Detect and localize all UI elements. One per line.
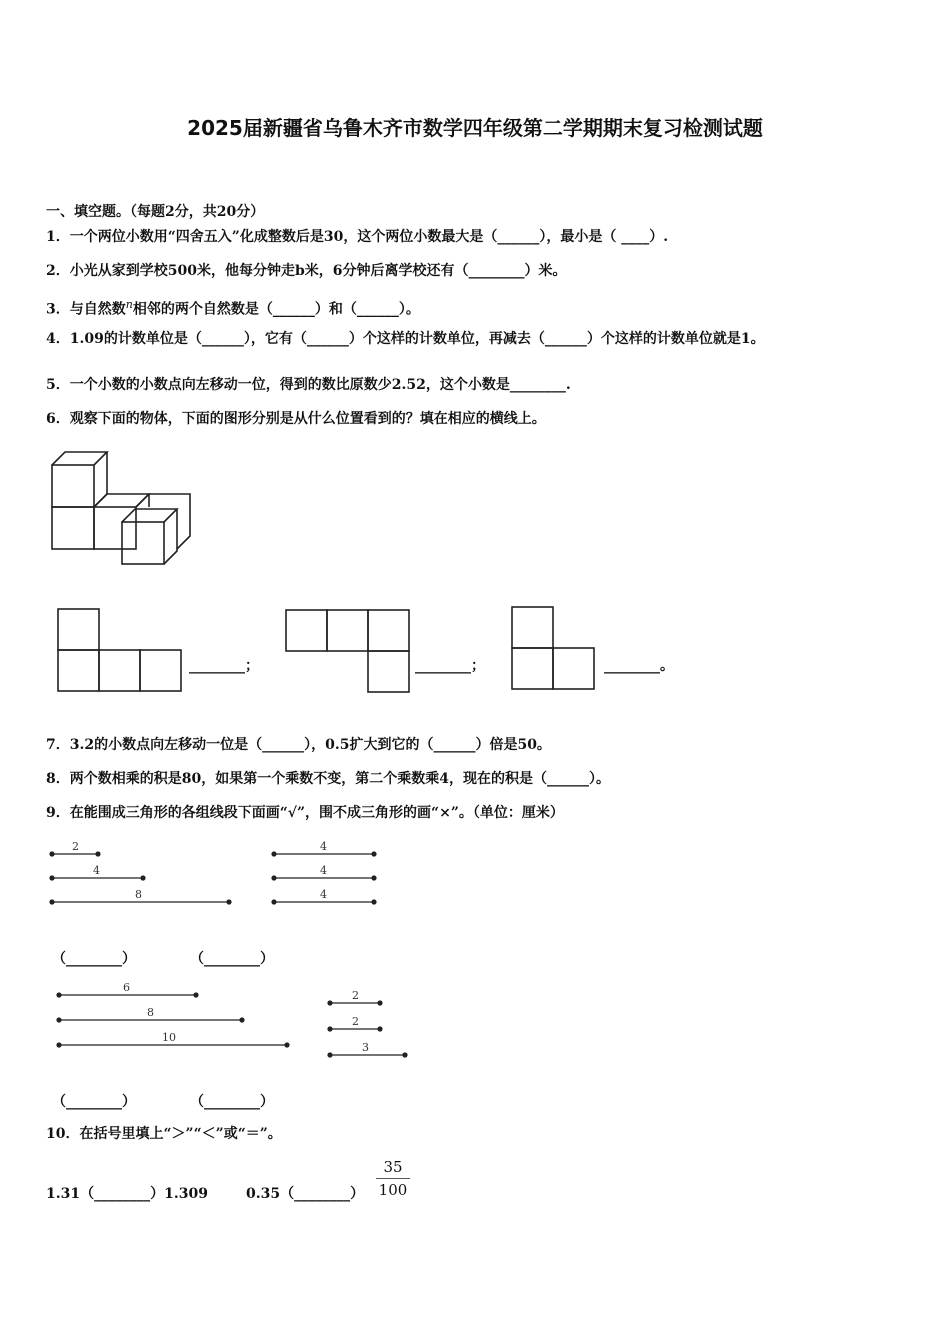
question-1: 1．一个两位小数用“四舍五入”化成整数后是30，这个两位小数最大是（______），最小是（ ____）. <box>46 229 669 245</box>
answer-blank-2: （________） <box>190 951 274 967</box>
cube-side <box>164 509 177 564</box>
segment-label: 4 <box>93 864 100 877</box>
question-3-text-a: 3．与自然数 <box>46 301 126 318</box>
question-6: 6．观察下面的物体，下面的图形分别是从什么位置看到的？填在相应的横线上。 <box>46 411 546 427</box>
view-1-blank: ________； <box>189 658 259 674</box>
view-1-figure <box>58 609 181 691</box>
cube-top <box>52 452 107 465</box>
segment-label: 4 <box>320 888 327 901</box>
cube-face <box>52 465 94 507</box>
segment-label: 4 <box>320 864 327 877</box>
segment-label: 4 <box>320 840 327 853</box>
cube-object-figure <box>52 452 190 564</box>
segment-label: 2 <box>352 1015 359 1028</box>
view-3-blank: ________。 <box>604 658 674 674</box>
fraction-numerator: 35 <box>376 1158 410 1179</box>
cube-face <box>122 522 164 564</box>
cube-top <box>122 509 177 522</box>
segment-label: 6 <box>123 981 130 994</box>
compare-item-2: 0.35（________） <box>246 1186 365 1202</box>
answer-blank-3: （________） <box>52 1094 136 1110</box>
view-2-blank: ________； <box>415 658 485 674</box>
fraction-denominator: 100 <box>378 1181 408 1199</box>
answer-blank-1: （________） <box>52 951 136 967</box>
cube-top <box>94 494 149 507</box>
segment-label: 8 <box>135 888 142 901</box>
cube-side <box>94 452 107 507</box>
page-title: 2025届新疆省乌鲁木齐市数学四年级第二学期期末复习检测试题 <box>187 116 763 140</box>
segment-label: 8 <box>147 1006 154 1019</box>
question-7: 7．3.2的小数点向左移动一位是（______），0.5扩大到它的（______）倍是50。 <box>46 737 551 753</box>
fraction <box>376 1158 410 1199</box>
question-5: 5．一个小数的小数点向左移动一位，得到的数比原数少2.52，这个小数是________. <box>46 377 571 393</box>
segment-group-2 <box>272 852 376 904</box>
view-3-figure <box>512 607 594 689</box>
segment-label: 3 <box>362 1041 369 1054</box>
question-3 <box>46 295 420 320</box>
variable-n: n <box>125 298 133 311</box>
segment-label: 2 <box>352 989 359 1002</box>
view-2-figure <box>286 610 409 692</box>
question-10: 10．在括号里填上“＞”“＜”或“＝”。 <box>46 1126 282 1142</box>
segment-group-3 <box>57 993 289 1047</box>
compare-item-1: 1.31（________）1.309 <box>46 1186 208 1202</box>
cube-face <box>94 507 136 549</box>
question-8: 8．两个数相乘的积是80，如果第一个乘数不变，第二个乘数乘4，现在的积是（______）。 <box>46 771 610 787</box>
answer-blank-4: （________） <box>190 1094 274 1110</box>
question-9: 9．在能围成三角形的各组线段下面画“√”，围不成三角形的画“×”。（单位：厘米） <box>46 805 564 821</box>
segment-label: 10 <box>162 1031 176 1044</box>
question-4: 4．1.09的计数单位是（______），它有（______）个这样的计数单位，再减去（______）个这样的计数单位就是1。 <box>46 331 765 347</box>
cube-back <box>136 494 190 549</box>
question-2: 2．小光从家到学校500米，他每分钟走b米，6分钟后离学校还有（________）米。 <box>46 263 567 279</box>
segment-group-1 <box>50 852 231 904</box>
segment-group-4 <box>328 1001 407 1057</box>
cube-face <box>52 507 94 549</box>
question-3-text-b: 相邻的两个自然数是（______）和（______）。 <box>132 301 420 318</box>
section-heading: 一、填空题。（每题2分，共20分） <box>46 204 265 220</box>
segment-label: 2 <box>72 840 79 853</box>
